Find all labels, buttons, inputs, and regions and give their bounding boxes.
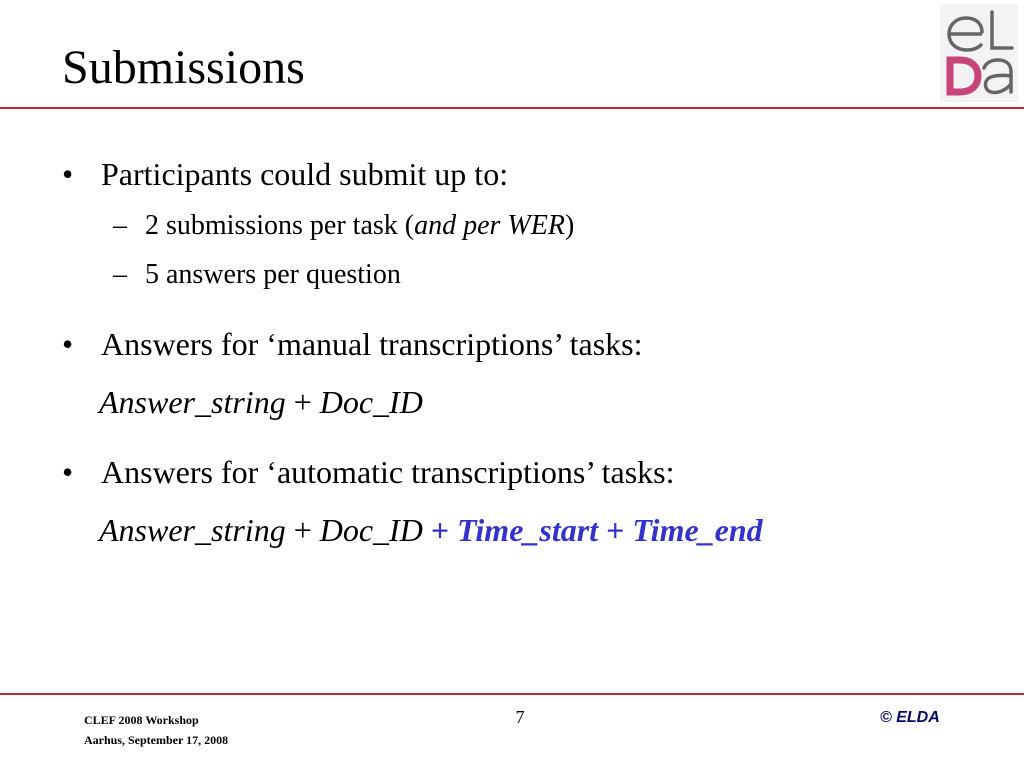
sub-bullet-text: 5 answers per question: [145, 259, 401, 290]
bullet-marker: •: [62, 454, 74, 490]
formula-term: Doc_ID: [319, 512, 423, 548]
formula-plus: +: [285, 384, 320, 420]
bullet-marker: •: [62, 156, 74, 192]
sub-bullet-text-start: 2 submissions per task (: [145, 210, 415, 241]
page-number: 7: [515, 707, 525, 727]
sub-bullet-marker: –: [113, 210, 127, 241]
copyright-notice: © ELDA: [880, 709, 940, 726]
slide-title: Submissions: [62, 41, 305, 94]
formula-term: Answer_string: [99, 512, 286, 548]
bullet-text: Participants could submit up to:: [101, 156, 509, 192]
footer-event: CLEF 2008 Workshop: [84, 713, 199, 727]
sub-bullet-text-end: ): [564, 210, 575, 241]
formula-term-highlight: Time_start: [457, 512, 599, 548]
formula-plus: +: [285, 512, 320, 548]
formula-term-highlight: Time_end: [632, 512, 763, 548]
footer-date: Aarhus, September 17, 2008: [84, 733, 229, 747]
formula-plus-highlight: +: [598, 512, 633, 548]
sub-bullet-marker: –: [113, 259, 127, 290]
formula-automatic: [99, 510, 763, 550]
formula-manual: [99, 382, 423, 422]
bullet-marker: •: [62, 326, 74, 362]
sub-bullet-text-italic: and per WER: [414, 210, 565, 241]
bullet-text: Answers for ‘automatic transcriptions’ tasks:: [101, 454, 675, 490]
footer-divider: [0, 693, 1024, 695]
sub-bullet-text: [145, 209, 574, 243]
formula-term: Doc_ID: [319, 384, 423, 420]
formula-plus-highlight: +: [422, 512, 458, 548]
bullet-text: Answers for ‘manual transcriptions’ tasks:: [101, 326, 643, 362]
formula-term: Answer_string: [99, 384, 286, 420]
